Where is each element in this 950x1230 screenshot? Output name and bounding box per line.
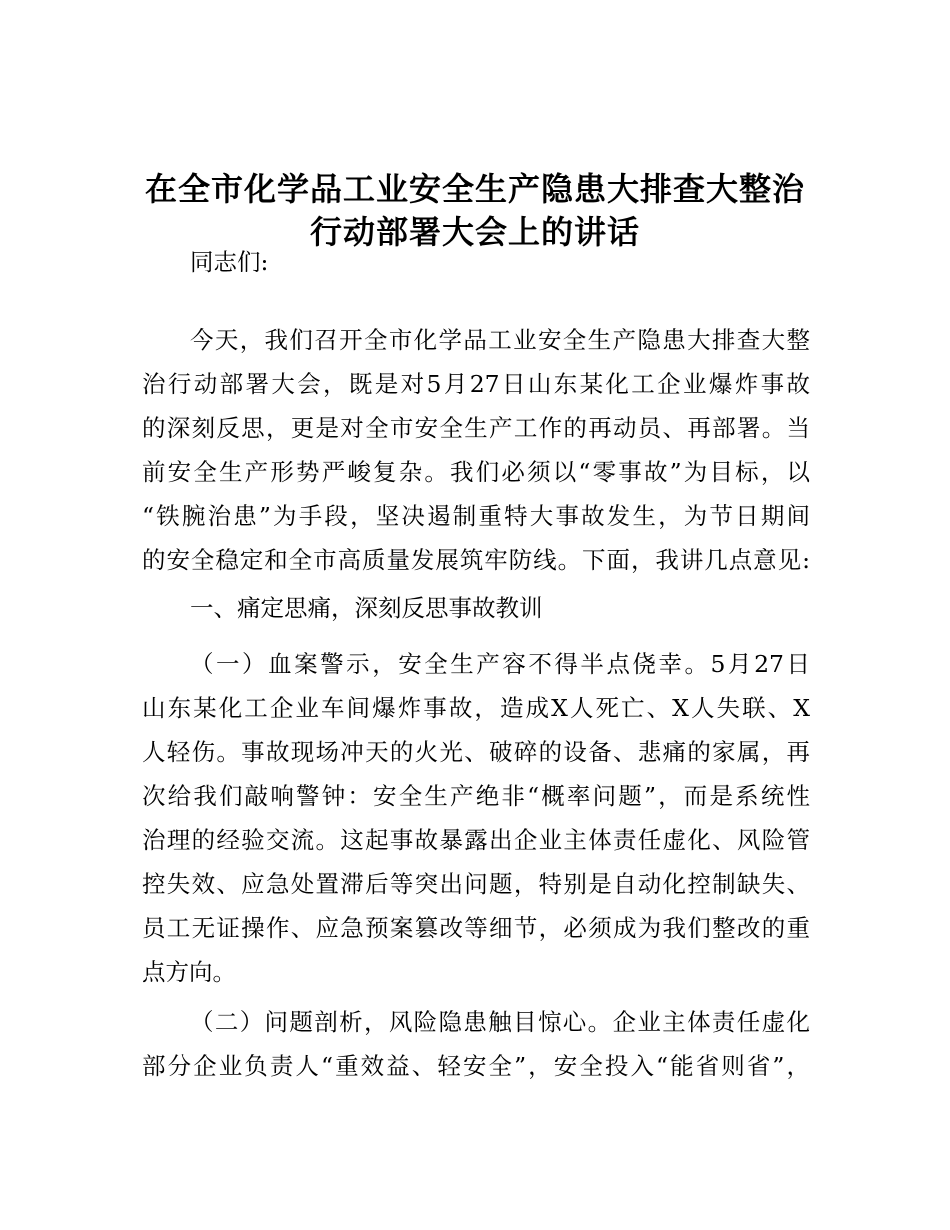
paragraph-line: 员工无证操作、应急预案篡改等细节，必须成为我们整改的重 [142,914,810,942]
paragraph-line: 治行动部署大会，既是对5月27日山东某化工企业爆炸事故 [142,370,810,398]
paragraph-line: 次给我们敲响警钟：安全生产绝非“概率问题”，而是系统性 [142,782,810,810]
paragraph-line: 前安全生产形势严峻复杂。我们必须以“零事故”为目标，以 [142,458,810,486]
paragraph-line: 的深刻反思，更是对全市安全生产工作的再动员、再部署。当 [142,414,810,442]
document-title-line-1: 在全市化学品工业安全生产隐患大排查大整治 [144,170,805,208]
paragraph-line: 部分企业负责人“重效益、轻安全”，安全投入“能省则省”， [142,1052,810,1080]
paragraph-line: 的安全稳定和全市高质量发展筑牢防线。下面，我讲几点意见: [142,546,810,574]
paragraph-line: 今天，我们召开全市化学品工业安全生产隐患大排查大整 [190,326,810,354]
paragraph-line: 控失效、应急处置滞后等突出问题，特别是自动化控制缺失、 [142,870,810,898]
section-heading: 一、痛定思痛，深刻反思事故教训 [190,594,543,622]
paragraph-line: 治理的经验交流。这起事故暴露出企业主体责任虚化、风险管 [142,826,810,854]
document-title-line-2: 行动部署大会上的讲话 [309,213,640,251]
paragraph-line: 人轻伤。事故现场冲天的火光、破碎的设备、悲痛的家属，再 [142,738,810,766]
paragraph-line: （二）问题剖析，风险隐患触目惊心。企业主体责任虚化 [190,1008,810,1036]
salutation: 同志们: [190,248,269,276]
paragraph-line: （一）血案警示，安全生产容不得半点侥幸。5月27日 [190,650,810,678]
paragraph-line: “铁腕治患”为手段，坚决遏制重特大事故发生，为节日期间 [142,502,810,530]
paragraph-line: 山东某化工企业车间爆炸事故，造成X人死亡、X人失联、X [142,694,810,722]
paragraph-line: 点方向。 [142,958,236,986]
